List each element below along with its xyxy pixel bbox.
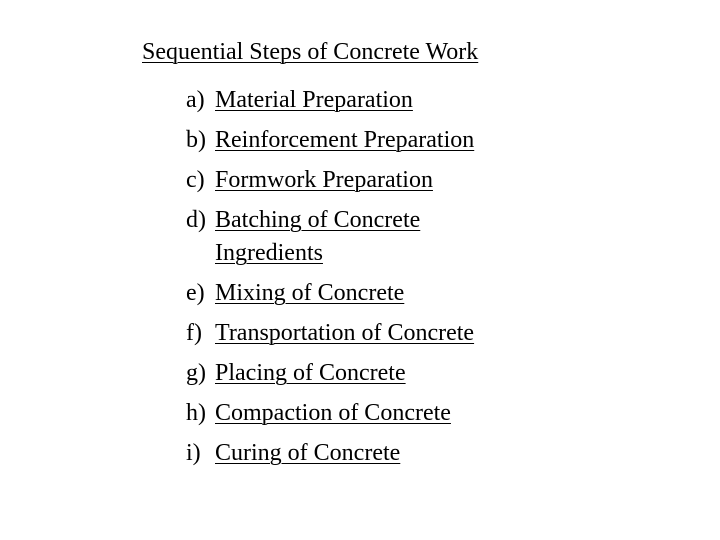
step-marker: b) — [186, 127, 206, 153]
step-item — [186, 357, 526, 390]
step-item — [186, 397, 526, 430]
step-item — [186, 124, 526, 157]
step-text: Reinforcement Preparation — [215, 127, 475, 153]
step-text: Batching of Concrete Ingredients — [215, 207, 421, 266]
step-marker: a) — [186, 87, 205, 113]
step-text: Curing of Concrete — [215, 440, 401, 466]
step-item — [186, 164, 526, 197]
step-item — [186, 317, 526, 350]
step-marker: c) — [186, 167, 205, 193]
step-text: Material Preparation — [215, 87, 413, 113]
step-item — [186, 437, 526, 470]
step-text: Placing of Concrete — [215, 360, 406, 386]
step-text: Mixing of Concrete — [215, 280, 405, 306]
step-marker: e) — [186, 280, 205, 306]
step-marker: g) — [186, 360, 206, 386]
step-text: Compaction of Concrete — [215, 400, 451, 426]
slide-title: Sequential Steps of Concrete Work — [142, 39, 479, 65]
step-text: Formwork Preparation — [215, 167, 433, 193]
step-marker: f) — [186, 320, 202, 346]
step-item — [186, 204, 526, 270]
step-item — [186, 277, 526, 310]
step-marker: d) — [186, 207, 206, 233]
step-text: Transportation of Concrete — [215, 320, 475, 346]
step-marker: h) — [186, 400, 206, 426]
steps-list — [186, 84, 526, 477]
step-item — [186, 84, 526, 117]
step-marker: i) — [186, 440, 201, 466]
